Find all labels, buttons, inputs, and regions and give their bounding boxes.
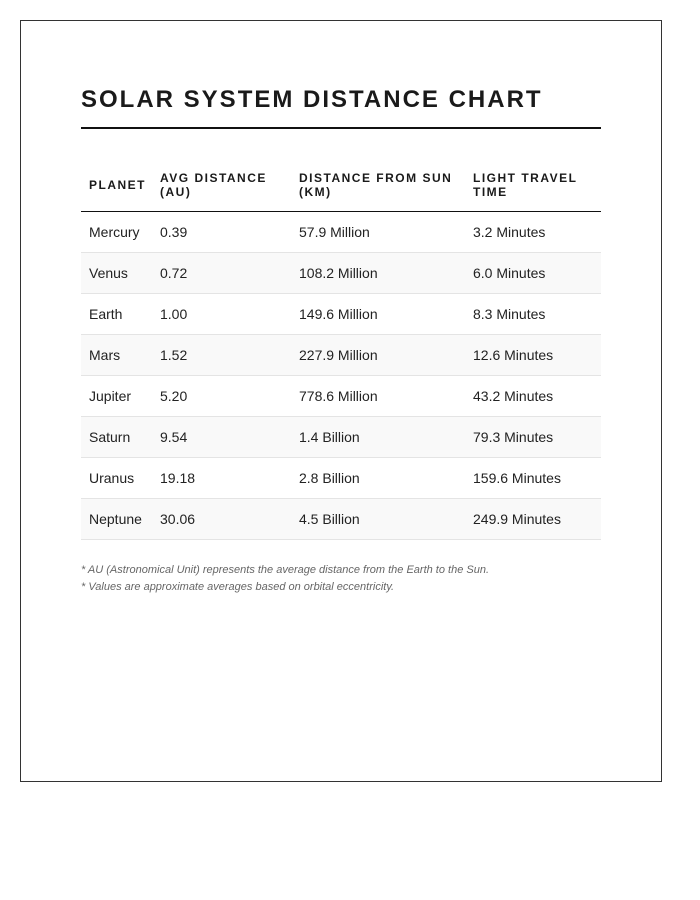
light-time-cell: 79.3 Minutes — [465, 417, 601, 458]
table-row — [81, 212, 601, 253]
table-row — [81, 253, 601, 294]
planet-cell: Earth — [81, 294, 152, 335]
au-cell: 5.20 — [152, 376, 291, 417]
km-cell: 1.4 Billion — [291, 417, 465, 458]
km-cell: 108.2 Million — [291, 253, 465, 294]
light-time-cell: 159.6 Minutes — [465, 458, 601, 499]
table-row — [81, 417, 601, 458]
footnote: * Values are approximate averages based on orbital eccentricity. — [81, 581, 395, 593]
km-cell: 778.6 Million — [291, 376, 465, 417]
au-cell: 19.18 — [152, 458, 291, 499]
light-time-cell: 249.9 Minutes — [465, 499, 601, 540]
au-cell: 0.72 — [152, 253, 291, 294]
light-time-cell: 43.2 Minutes — [465, 376, 601, 417]
title-divider — [81, 127, 601, 129]
light-time-cell: 12.6 Minutes — [465, 335, 601, 376]
table-row — [81, 499, 601, 540]
planet-cell: Uranus — [81, 458, 152, 499]
au-cell: 1.00 — [152, 294, 291, 335]
planet-cell: Jupiter — [81, 376, 152, 417]
header-planet: PLANET — [81, 159, 152, 212]
light-time-cell: 6.0 Minutes — [465, 253, 601, 294]
km-cell: 149.6 Million — [291, 294, 465, 335]
header-light-time: LIGHT TRAVEL TIME — [465, 159, 601, 212]
page-title: SOLAR SYSTEM DISTANCE CHART — [81, 86, 543, 113]
au-cell: 30.06 — [152, 499, 291, 540]
table-row — [81, 376, 601, 417]
planet-cell: Neptune — [81, 499, 152, 540]
planet-cell: Saturn — [81, 417, 152, 458]
light-time-cell: 3.2 Minutes — [465, 212, 601, 253]
km-cell: 57.9 Million — [291, 212, 465, 253]
footnotes — [81, 562, 489, 596]
au-cell: 0.39 — [152, 212, 291, 253]
header-avg-distance: AVG DISTANCE (AU) — [152, 159, 291, 212]
table-row — [81, 458, 601, 499]
planet-cell: Venus — [81, 253, 152, 294]
planet-cell: Mars — [81, 335, 152, 376]
document-card — [20, 20, 662, 782]
header-distance-km: DISTANCE FROM SUN (KM) — [291, 159, 465, 212]
footnote: * AU (Astronomical Unit) represents the average distance from the Earth to the Sun. — [81, 564, 490, 576]
light-time-cell: 8.3 Minutes — [465, 294, 601, 335]
au-cell: 9.54 — [152, 417, 291, 458]
km-cell: 4.5 Billion — [291, 499, 465, 540]
distance-table — [81, 159, 601, 540]
km-cell: 227.9 Million — [291, 335, 465, 376]
planet-cell: Mercury — [81, 212, 152, 253]
km-cell: 2.8 Billion — [291, 458, 465, 499]
au-cell: 1.52 — [152, 335, 291, 376]
header-row — [81, 159, 601, 212]
table-row — [81, 335, 601, 376]
table-row — [81, 294, 601, 335]
